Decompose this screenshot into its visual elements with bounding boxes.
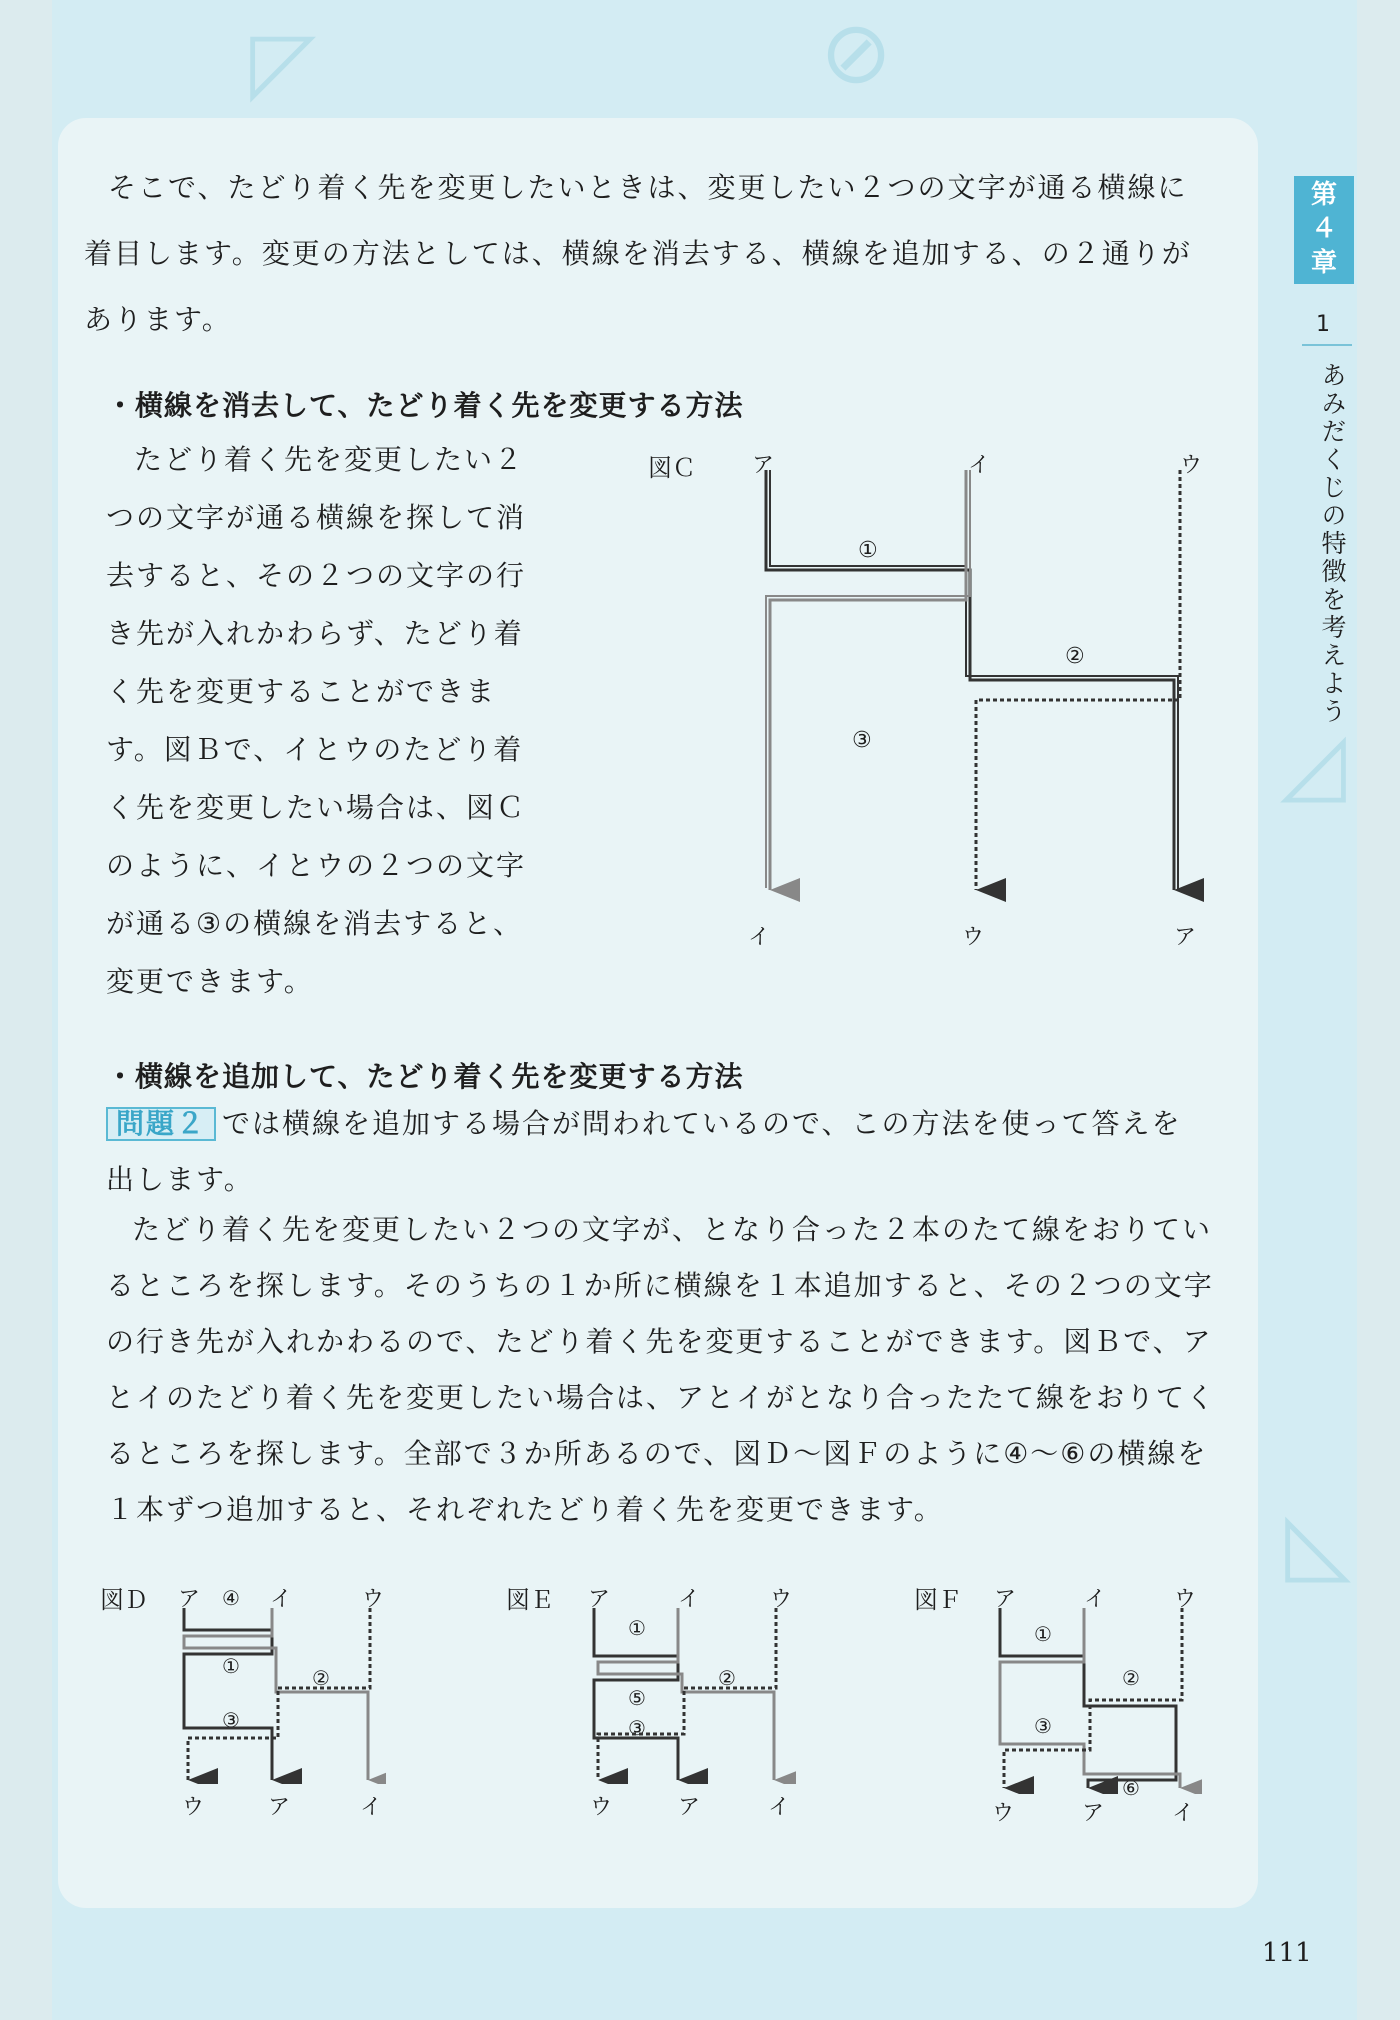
text-line: く先を変更したい場合は、図Ｃ bbox=[106, 791, 527, 824]
delete-body bbox=[106, 440, 526, 1020]
text-line: く先を変更することができま bbox=[106, 675, 497, 708]
figure-d-diagram bbox=[176, 1608, 386, 1784]
text-line: あります。 bbox=[84, 303, 232, 336]
figure-e-bottom-3: イ bbox=[768, 1795, 791, 1820]
figure-d-bottom-3: イ bbox=[360, 1795, 383, 1820]
compass-icon: ⊘ bbox=[820, 3, 893, 103]
text-line: のように、イとウの２つの文字 bbox=[106, 849, 527, 882]
figure-f-rung-3: ③ bbox=[1034, 1714, 1052, 1738]
text-line: たどり着く先を変更したい２ bbox=[134, 443, 525, 476]
figure-c-top-a: ア bbox=[752, 453, 775, 478]
figure-e-top-u: ウ bbox=[770, 1587, 793, 1612]
text-line: １本ずつ追加すると、それぞれたどり着く先を変更できます。 bbox=[106, 1493, 944, 1526]
figure-e-top-a: ア bbox=[588, 1587, 611, 1612]
figure-d-top-u: ウ bbox=[362, 1587, 385, 1612]
figure-f-label: 図Ｆ bbox=[914, 1586, 962, 1614]
figure-e-bottom-2: ア bbox=[678, 1795, 701, 1820]
figure-d-rung-2: ② bbox=[312, 1666, 330, 1690]
figure-e-diagram bbox=[586, 1608, 796, 1784]
figure-c-rung-1: ① bbox=[858, 538, 878, 563]
figure-d-label: 図Ｄ bbox=[100, 1586, 148, 1614]
text-line: き先が入れかわらず、たどり着 bbox=[106, 617, 524, 650]
text-line: 去すると、その２つの文字の行 bbox=[106, 559, 527, 592]
figure-c-rung-2: ② bbox=[1065, 644, 1085, 669]
text-line: つの文字が通る横線を探して消 bbox=[106, 501, 527, 534]
figure-e-rung-3: ③ bbox=[628, 1716, 646, 1740]
figure-c-top-i: イ bbox=[968, 453, 991, 478]
page-number: 111 bbox=[1262, 1938, 1312, 1968]
figure-e-rung-5: ⑤ bbox=[628, 1686, 646, 1710]
figure-f-rung-6: ⑥ bbox=[1122, 1776, 1140, 1800]
section-title-vertical: あみだくじの特徴を考えよう bbox=[1318, 362, 1347, 726]
figure-f-top-u: ウ bbox=[1174, 1587, 1197, 1612]
figure-f-bottom-3: イ bbox=[1172, 1801, 1195, 1826]
figure-f-rung-2: ② bbox=[1122, 1666, 1140, 1690]
figure-e-rung-1: ① bbox=[628, 1616, 646, 1640]
text-line: とイのたどり着く先を変更したい場合は、アとイがとなり合ったたて線をおりてく bbox=[106, 1381, 1217, 1414]
chapter-tab bbox=[1294, 176, 1354, 284]
text-line: たどり着く先を変更したい２つの文字が、となり合った２本のたて線をおりてい bbox=[132, 1213, 1213, 1246]
section-number: 1 bbox=[1316, 312, 1330, 337]
figure-f-rung-1: ① bbox=[1034, 1622, 1052, 1646]
figure-e-top-i: イ bbox=[678, 1587, 701, 1612]
text-line: そこで、たどり着く先を変更したいときは、変更したい２つの文字が通る横線に bbox=[108, 171, 1188, 204]
figure-d-bottom-2: ア bbox=[268, 1795, 291, 1820]
figure-f-bottom-2: ア bbox=[1082, 1801, 1105, 1826]
figure-d-rung-4: ④ bbox=[222, 1586, 240, 1610]
figure-d-rung-1: ① bbox=[222, 1654, 240, 1678]
problem-reference-paragraph bbox=[106, 1104, 1181, 1216]
text-line: 変更できます。 bbox=[106, 965, 314, 998]
text-line: す。図Ｂで、イとウのたどり着 bbox=[106, 733, 524, 766]
text-line: が通る③の横線を消去すると、 bbox=[106, 907, 524, 940]
text-line: るところを探します。そのうちの１か所に横線を１本追加すると、その２つの文字 bbox=[106, 1269, 1214, 1302]
triangle-ruler-icon: ◺ bbox=[1285, 1493, 1352, 1593]
figure-c-bottom-3: ア bbox=[1174, 925, 1197, 950]
figure-e-bottom-1: ウ bbox=[590, 1795, 613, 1820]
figure-d-rung-3: ③ bbox=[222, 1708, 240, 1732]
text-line: の行き先が入れかわるので、たどり着く先を変更することができます。図Ｂで、ア bbox=[106, 1325, 1213, 1358]
text-line: 出します。 bbox=[106, 1163, 254, 1196]
sidebar-divider bbox=[1302, 344, 1352, 346]
figure-e-rung-2: ② bbox=[718, 1666, 736, 1690]
text-line: では横線を追加する場合が問われているので、この方法を使って答えを bbox=[222, 1107, 1182, 1140]
figure-c-top-u: ウ bbox=[1180, 453, 1203, 478]
figure-e-label: 図Ｅ bbox=[506, 1586, 554, 1614]
chapter-label: 第４章 bbox=[1310, 180, 1337, 278]
section-heading-add: ・横線を追加して、たどり着く先を変更する方法 bbox=[106, 1060, 744, 1093]
text-line: 着目します。変更の方法としては、横線を消去する、横線を追加する、の２通りが bbox=[84, 237, 1192, 270]
text-line: るところを探します。全部で３か所あるので、図Ｄ～図Ｆのように④～⑥の横線を bbox=[106, 1437, 1208, 1470]
figure-d-top-a: ア bbox=[178, 1587, 201, 1612]
figure-f-diagram bbox=[992, 1608, 1202, 1794]
figure-c-bottom-2: ウ bbox=[962, 925, 985, 950]
figure-d-top-i: イ bbox=[270, 1587, 293, 1612]
figure-c-label: 図Ｃ bbox=[648, 454, 696, 482]
section-heading-delete: ・横線を消去して、たどり着く先を変更する方法 bbox=[106, 389, 744, 422]
triangle-ruler-icon: ◿ bbox=[1280, 713, 1347, 813]
add-body bbox=[106, 1210, 1216, 1546]
problem-2-badge: 問題２ bbox=[106, 1107, 216, 1141]
intro-paragraph bbox=[84, 160, 1192, 358]
figure-f-bottom-1: ウ bbox=[992, 1801, 1015, 1826]
figure-d-bottom-1: ウ bbox=[182, 1795, 205, 1820]
figure-f-top-a: ア bbox=[994, 1587, 1017, 1612]
figure-c-rung-3: ③ bbox=[852, 728, 872, 753]
figure-c-bottom-1: イ bbox=[748, 925, 771, 950]
triangle-ruler-icon: ◸ bbox=[250, 13, 317, 113]
figure-f-top-i: イ bbox=[1084, 1587, 1107, 1612]
figure-c-diagram bbox=[740, 470, 1210, 910]
